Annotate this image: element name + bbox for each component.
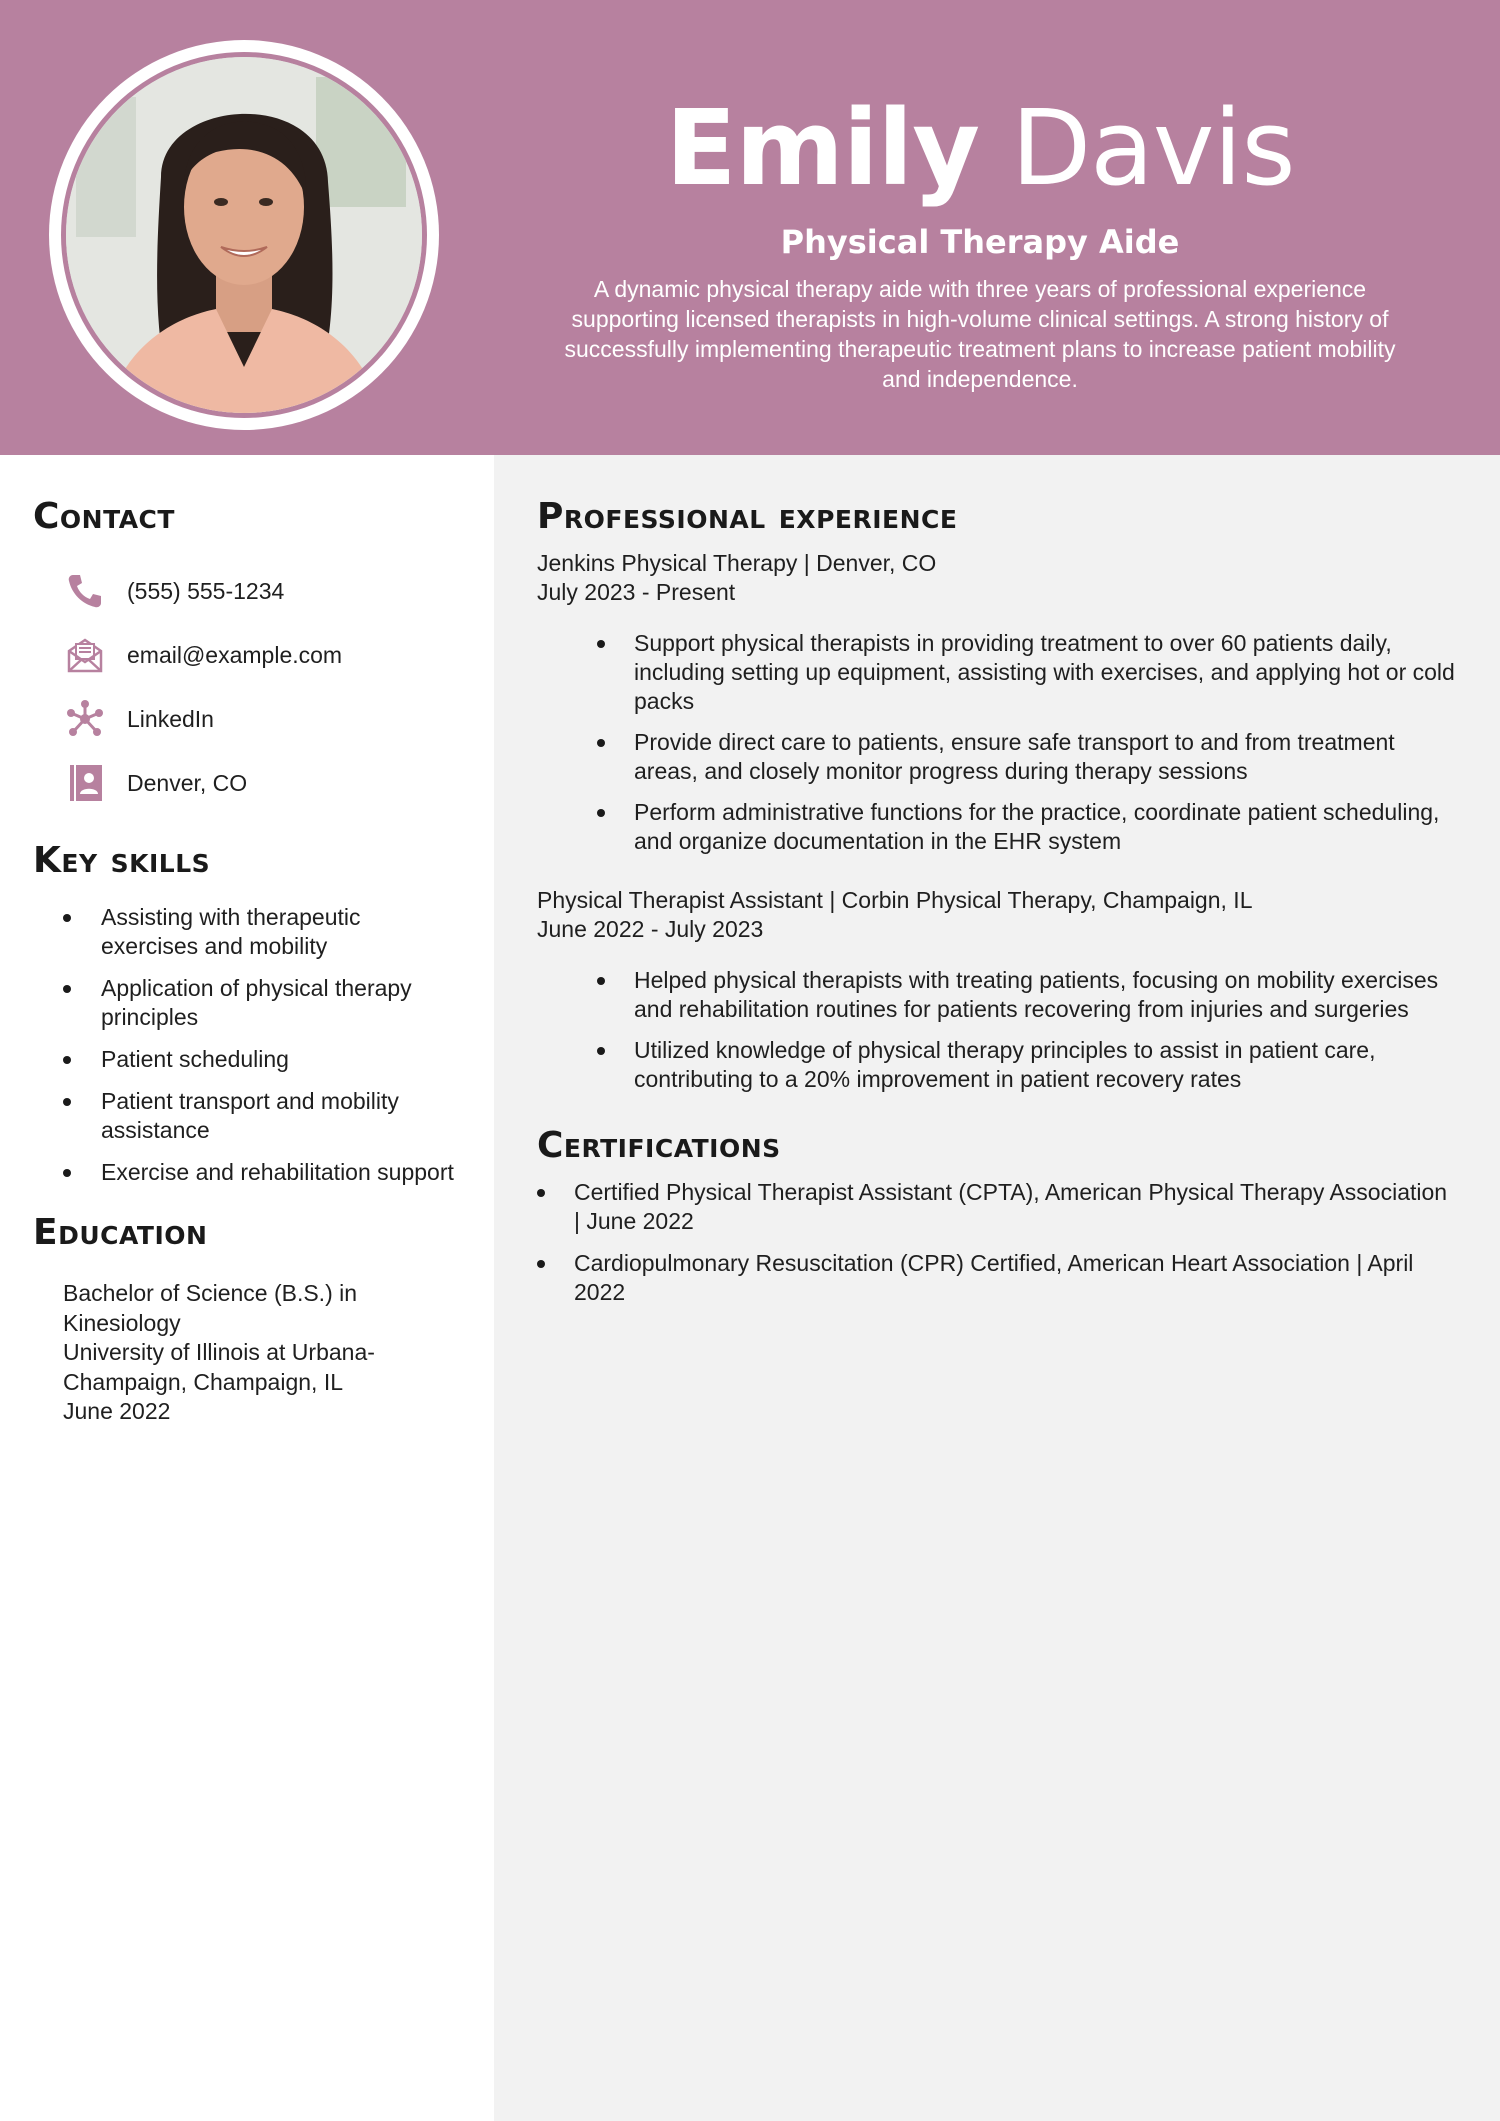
phone-number: (555) 555-1234	[127, 577, 285, 604]
skills-list	[33, 903, 463, 1187]
job-employer: Physical Therapist Assistant | Corbin Physical Therapy, Champaign, IL	[537, 887, 1253, 913]
contact-list	[63, 559, 463, 815]
skills-section	[33, 839, 463, 1187]
first-name: Emily	[665, 87, 979, 209]
job-title: Physical Therapy Aide	[780, 223, 1180, 261]
skills-heading: Key skills	[33, 840, 211, 881]
job-bullet: Support physical therapists in providing treatment to over 60 patients daily, including setting up equipment, assisting with exercises, and applying hot or cold packs	[537, 629, 1457, 716]
job-employer: Jenkins Physical Therapy | Denver, CO	[537, 550, 937, 576]
job-dates: June 2022 - July 2023	[537, 916, 764, 942]
skill-item: Patient transport and mobility assistance	[33, 1087, 463, 1145]
contact-heading: Contact	[33, 496, 175, 537]
experience-section	[537, 495, 1457, 1094]
location: Denver, CO	[127, 769, 248, 796]
job-bullet: Helped physical therapists with treating patients, focusing on mobility exercises and rehabilitation routines for patients recovering from injuries and surgeries	[537, 966, 1457, 1024]
sidebar	[33, 495, 463, 1427]
contact-linkedin	[63, 687, 463, 751]
certifications-heading: Certifications	[537, 1125, 781, 1166]
skill-item: Exercise and rehabilitation support	[33, 1158, 463, 1187]
contact-location	[63, 751, 463, 815]
contact-email	[63, 623, 463, 687]
skill-item: Application of physical therapy principles	[33, 974, 463, 1032]
job-entry	[537, 549, 1457, 856]
linkedin-link: LinkedIn	[127, 705, 214, 732]
profile-photo	[66, 57, 422, 413]
education-details	[63, 1279, 463, 1427]
certifications-section	[537, 1124, 1457, 1307]
experience-heading: Professional experience	[537, 496, 958, 537]
profile-summary: A dynamic physical therapy aide with three years of professional experience supporting licensed therapists in high-volume clinical settings. A strong history of successfully implementing therapeutic treatment plans to increase patient mobility and independence.	[564, 276, 1396, 392]
job-bullet: Perform administrative functions for the practice, coordinate patient scheduling, and organize documentation in the EHR system	[537, 798, 1457, 856]
profile-photo-frame	[49, 40, 439, 430]
phone-icon	[63, 569, 107, 613]
certification-item: Cardiopulmonary Resuscitation (CPR) Certified, American Heart Association | April 2022	[537, 1249, 1457, 1307]
job-dates: July 2023 - Present	[537, 579, 736, 605]
job-bullets	[537, 966, 1457, 1094]
resume-header	[0, 0, 1500, 455]
degree: Bachelor of Science (B.S.) in Kinesiology	[63, 1280, 358, 1336]
last-name: Davis	[1011, 87, 1295, 209]
education-heading: Education	[33, 1212, 208, 1253]
certifications-list	[537, 1178, 1457, 1307]
contact-phone	[63, 559, 463, 623]
envelope-icon	[63, 633, 107, 677]
job-bullet: Provide direct care to patients, ensure safe transport to and from treatment areas, and closely monitor progress during therapy sessions	[537, 728, 1457, 786]
contact-section	[33, 495, 463, 815]
certification-item: Certified Physical Therapist Assistant (CPTA), American Physical Therapy Association | June 2022	[537, 1178, 1457, 1236]
skill-item: Patient scheduling	[33, 1045, 463, 1074]
school: University of Illinois at Urbana-Champaign, Champaign, IL	[63, 1339, 375, 1395]
profile-photo-illustration	[66, 57, 422, 413]
main-column	[537, 495, 1457, 1320]
skill-item: Assisting with therapeutic exercises and mobility	[33, 903, 463, 961]
email-address: email@example.com	[127, 641, 343, 668]
education-section	[33, 1211, 463, 1427]
graduation-date: June 2022	[63, 1398, 171, 1424]
network-icon	[63, 697, 107, 741]
header-text	[540, 88, 1420, 394]
job-bullet: Utilized knowledge of physical therapy principles to assist in patient care, contributing to a 20% improvement in patient recovery rates	[537, 1036, 1457, 1094]
address-book-icon	[63, 761, 107, 805]
job-bullets	[537, 629, 1457, 856]
candidate-name	[540, 88, 1420, 208]
job-entry	[537, 886, 1457, 1094]
